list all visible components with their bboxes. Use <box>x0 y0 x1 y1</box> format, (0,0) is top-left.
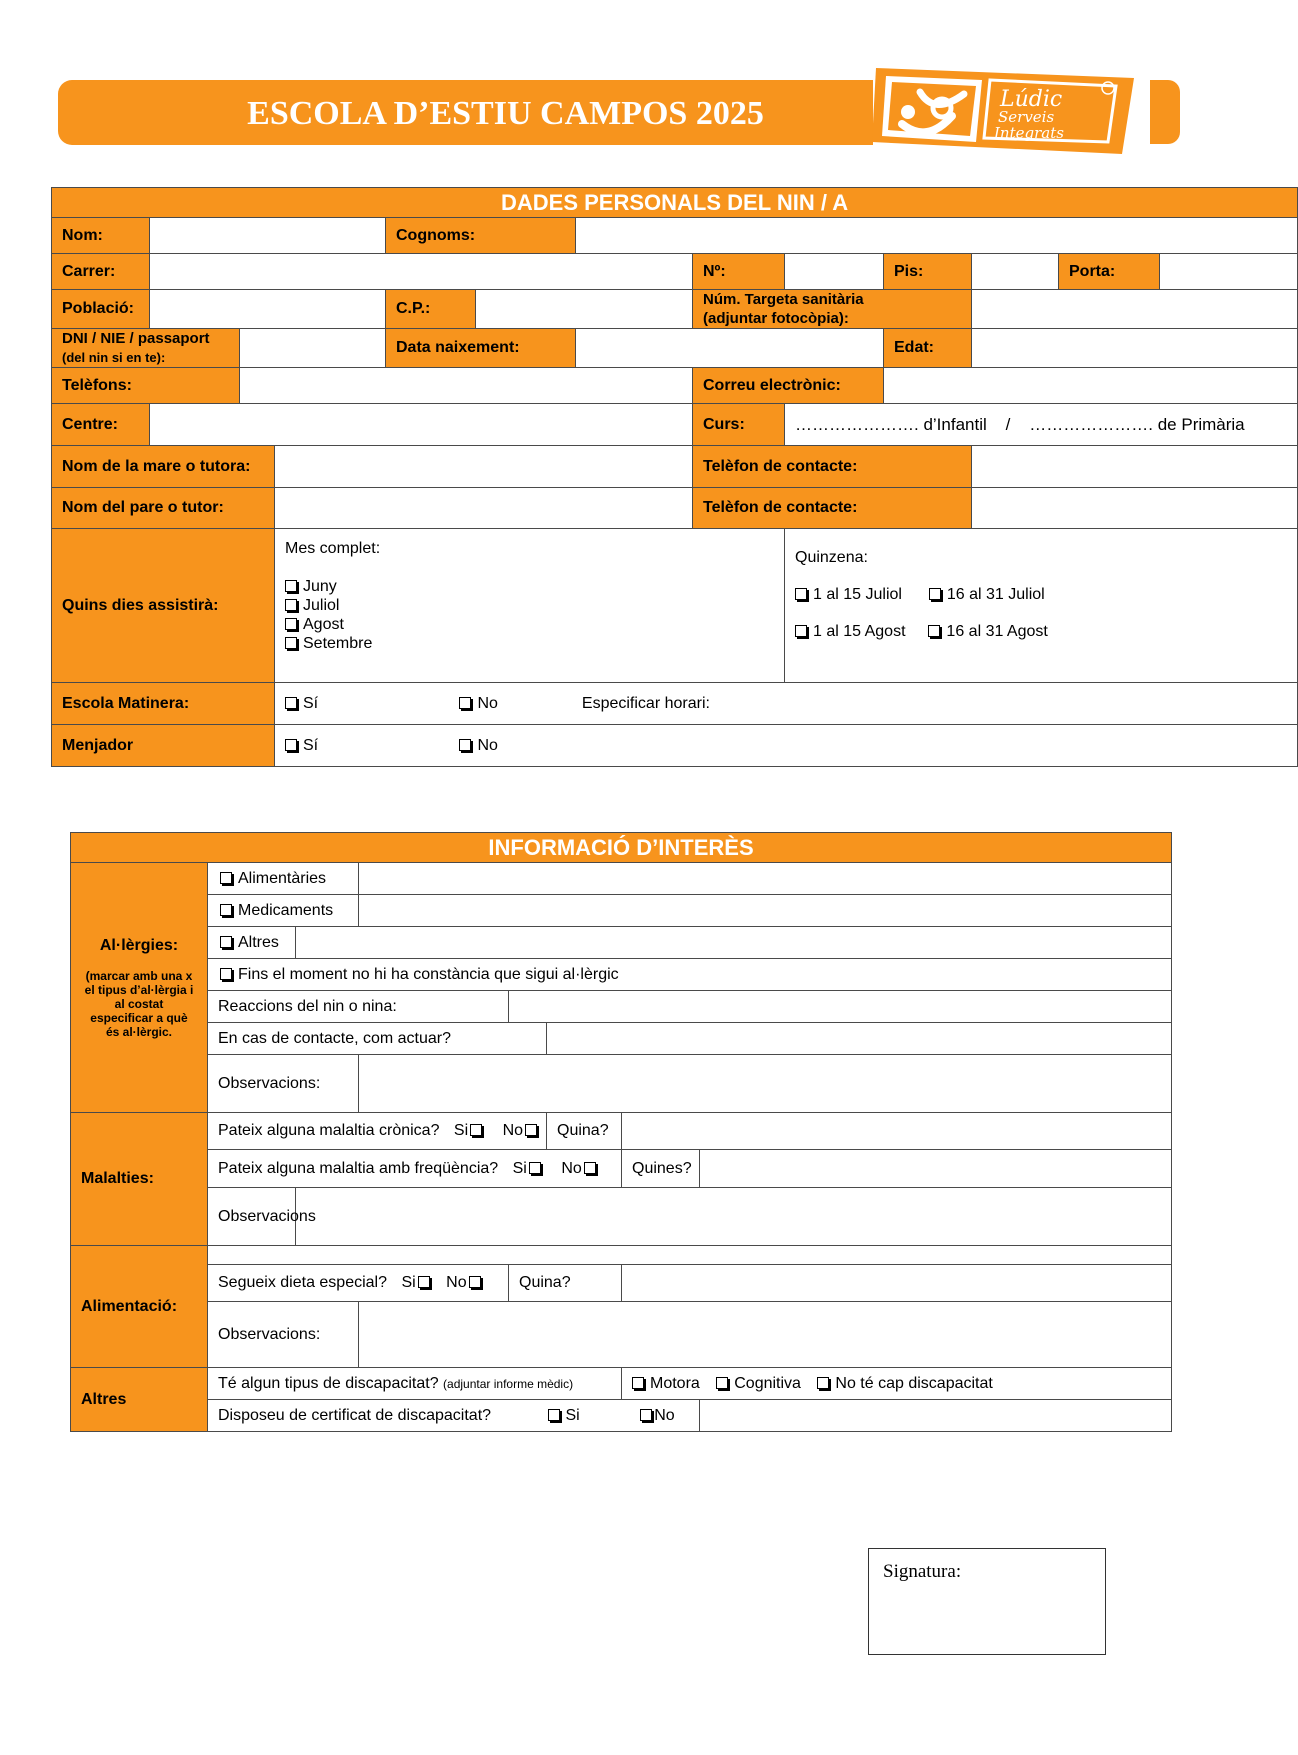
frequencia-cell <box>208 1150 622 1188</box>
allergies-observacions-field[interactable] <box>359 1055 1172 1113</box>
reaccions-label: Reaccions del nin o nina: <box>208 991 509 1023</box>
frequencia-quines-field[interactable] <box>700 1150 1172 1188</box>
certificat-no-option[interactable]: No <box>640 1407 674 1424</box>
header-banner-end <box>1150 80 1180 144</box>
checkbox-icon[interactable] <box>459 739 471 751</box>
tel-mare-label: Telèfon de contacte: <box>693 446 972 488</box>
alimentaries-option[interactable]: Alimentàries <box>208 863 359 895</box>
numero-field[interactable] <box>785 254 884 290</box>
frequencia-label: Pateix alguna malaltia amb freqüència? <box>218 1159 499 1177</box>
horari-label: Especificar horari: <box>581 694 710 712</box>
checkbox-icon[interactable] <box>418 1276 430 1288</box>
tel-pare-label: Telèfon de contacte: <box>693 488 972 529</box>
curs-field[interactable]: …………………. d’Infantil / …………………. de Primària <box>785 404 1298 446</box>
checkbox-icon[interactable] <box>525 1124 537 1136</box>
cap-discapacitat-option[interactable]: No té cap discapacitat <box>817 1375 992 1392</box>
checkbox-icon[interactable] <box>285 637 297 649</box>
adjuntar-informe-note: (adjuntar informe mèdic) <box>443 1376 574 1391</box>
mes-option-setembre[interactable]: Setembre <box>285 634 774 653</box>
matinera-label: Escola Matinera: <box>52 683 275 725</box>
allergies-note: (marcar amb una x el tipus d’al·lèrgia i al costat especificar a què és al·lèrgic. <box>84 968 194 1039</box>
alimentaries-field[interactable] <box>359 863 1172 895</box>
checkbox-icon[interactable] <box>285 739 297 751</box>
poblacio-field[interactable] <box>150 290 386 329</box>
checkbox-icon[interactable] <box>220 936 232 948</box>
altres-allergia-field[interactable] <box>296 927 1172 959</box>
pare-label: Nom del pare o tutor: <box>52 488 275 529</box>
certificat-label: Disposeu de certificat de discapacitat? <box>218 1406 492 1424</box>
contacte-field[interactable] <box>547 1023 1172 1055</box>
certificat-si-option[interactable]: Si <box>548 1407 580 1424</box>
discapacitat-cell <box>208 1368 622 1400</box>
checkbox-icon[interactable] <box>285 580 297 592</box>
matinera-si-option[interactable]: Sí <box>285 695 455 713</box>
discapacitat-options <box>622 1368 1172 1400</box>
menjador-label: Menjador <box>52 725 275 767</box>
contacte-label: En cas de contacte, com actuar? <box>208 1023 547 1055</box>
reaccions-field[interactable] <box>509 991 1172 1023</box>
data-naixement-field[interactable] <box>576 329 884 368</box>
mes-option-agost[interactable]: Agost <box>285 615 774 634</box>
edat-field[interactable] <box>972 329 1298 368</box>
checkbox-icon[interactable] <box>928 625 940 637</box>
logo-text-integrats: Integrats <box>994 124 1064 142</box>
nom-label: Nom: <box>52 218 150 254</box>
mare-label: Nom de la mare o tutora: <box>52 446 275 488</box>
porta-label: Porta: <box>1059 254 1160 290</box>
tel-pare-field[interactable] <box>972 488 1298 529</box>
quinzena-label: Quinzena: <box>795 549 868 566</box>
medicaments-option[interactable]: Medicaments <box>208 895 359 927</box>
dieta-cell <box>208 1265 509 1302</box>
poblacio-label: Població: <box>52 290 150 329</box>
alimentacio-label: Alimentació: <box>71 1246 208 1368</box>
logo-text-ludic: Lúdic <box>1000 87 1063 112</box>
dni-label-line1: DNI / NIE / passaport <box>62 330 210 347</box>
edat-label: Edat: <box>884 329 972 368</box>
checkbox-icon[interactable] <box>795 625 807 637</box>
personal-data-heading: DADES PERSONALS DEL NIN / A <box>52 188 1298 218</box>
discapacitat-label: Té algun tipus de discapacitat? <box>218 1374 439 1392</box>
centre-field[interactable] <box>150 404 693 446</box>
cognoms-label: Cognoms: <box>386 218 576 254</box>
frequencia-quines-label: Quines? <box>622 1150 700 1188</box>
correu-field[interactable] <box>884 368 1298 404</box>
menjador-no-option[interactable]: No <box>459 737 497 754</box>
dieta-quina-label: Quina? <box>509 1265 622 1302</box>
checkbox-icon[interactable] <box>817 1377 829 1389</box>
motora-option[interactable]: Motora <box>632 1375 700 1392</box>
checkbox-icon[interactable] <box>469 1276 481 1288</box>
quinzena-option-16-31-agost[interactable]: 16 al 31 Agost <box>928 623 1047 640</box>
checkbox-icon[interactable] <box>716 1377 728 1389</box>
alimentacio-observacions-field[interactable] <box>359 1302 1172 1368</box>
mes-complet-label: Mes complet: <box>285 540 381 557</box>
pare-field[interactable] <box>275 488 693 529</box>
malalties-label: Malalties: <box>71 1113 208 1246</box>
porta-field[interactable] <box>1160 254 1298 290</box>
checkbox-icon[interactable] <box>929 588 941 600</box>
quinzena-option-1-15-juliol[interactable]: 1 al 15 Juliol <box>795 586 902 603</box>
cronica-no-option[interactable]: No <box>503 1122 543 1139</box>
checkbox-icon[interactable] <box>632 1377 644 1389</box>
dieta-no-option[interactable]: No <box>446 1274 486 1291</box>
allergies-label-cell <box>71 863 208 1113</box>
nom-field[interactable] <box>150 218 386 254</box>
cp-field[interactable] <box>476 290 693 329</box>
dni-field[interactable] <box>240 329 386 368</box>
dieta-quina-field[interactable] <box>622 1265 1172 1302</box>
checkbox-icon[interactable] <box>548 1409 560 1421</box>
cronica-quina-label: Quina? <box>547 1113 622 1150</box>
altres-label: Altres <box>71 1368 208 1432</box>
ludic-logo-icon <box>872 64 1134 154</box>
checkbox-icon[interactable] <box>285 697 297 709</box>
mare-field[interactable] <box>275 446 693 488</box>
cognitiva-option[interactable]: Cognitiva <box>716 1375 801 1392</box>
alimentacio-observacions-label: Observacions: <box>208 1302 359 1368</box>
menjador-options <box>275 725 1298 767</box>
quinzena-option-1-15-agost[interactable]: 1 al 15 Agost <box>795 623 906 640</box>
cognoms-field[interactable] <box>576 218 1298 254</box>
cronica-cell <box>208 1113 547 1150</box>
cronica-si-option[interactable]: Si <box>454 1122 488 1139</box>
targeta-label-line1: Núm. Targeta sanitària <box>703 291 864 308</box>
personal-data-table <box>51 187 1298 767</box>
checkbox-icon[interactable] <box>285 618 297 630</box>
malalties-observacions-field[interactable] <box>296 1188 1172 1246</box>
dies-label: Quins dies assistirà: <box>52 529 275 683</box>
checkbox-icon[interactable] <box>285 599 297 611</box>
checkbox-icon[interactable] <box>584 1162 596 1174</box>
dieta-label: Segueix dieta especial? <box>218 1274 388 1291</box>
carrer-field[interactable] <box>150 254 693 290</box>
frequencia-no-option[interactable]: No <box>561 1160 601 1177</box>
interest-info-table <box>70 832 1172 1432</box>
malalties-observacions-label: Observacions <box>208 1188 296 1246</box>
tel-mare-field[interactable] <box>972 446 1298 488</box>
matinera-options <box>275 683 1298 725</box>
signature-label: Signatura: <box>883 1561 962 1582</box>
checkbox-icon[interactable] <box>220 872 232 884</box>
dni-label <box>52 329 240 368</box>
checkbox-icon[interactable] <box>529 1162 541 1174</box>
cap-allergia-option[interactable]: Fins el moment no hi ha constància que sigui al·lèrgic <box>208 959 1172 991</box>
carrer-label: Carrer: <box>52 254 150 290</box>
interest-heading: INFORMACIÓ D’INTERÈS <box>71 833 1172 863</box>
checkbox-icon[interactable] <box>470 1124 482 1136</box>
dni-label-line2: (del nin si en te): <box>62 350 166 365</box>
menjador-si-option[interactable]: Sí <box>285 737 455 755</box>
medicaments-field[interactable] <box>359 895 1172 927</box>
cronica-label: Pateix alguna malaltia crònica? <box>218 1122 440 1139</box>
correu-label: Correu electrònic: <box>693 368 884 404</box>
quinzena-cell <box>785 529 1298 683</box>
dieta-si-option[interactable]: Si <box>401 1274 435 1291</box>
telefons-label: Telèfons: <box>52 368 240 404</box>
allergies-label: Al·lèrgies: <box>99 936 179 954</box>
signature-box[interactable] <box>868 1548 1106 1655</box>
pis-label: Pis: <box>884 254 972 290</box>
data-naixement-label: Data naixement: <box>386 329 576 368</box>
allergies-observacions-label: Observacions: <box>208 1055 359 1113</box>
altres-allergia-option[interactable]: Altres <box>208 927 296 959</box>
targeta-label <box>693 290 972 329</box>
pis-field[interactable] <box>972 254 1059 290</box>
targeta-field[interactable] <box>972 290 1298 329</box>
cp-label: C.P.: <box>386 290 476 329</box>
mes-complet-cell <box>275 529 785 683</box>
cronica-quina-field[interactable] <box>622 1113 1172 1150</box>
checkbox-icon[interactable] <box>220 904 232 916</box>
alimentacio-spacer <box>208 1246 1172 1265</box>
checkbox-icon[interactable] <box>459 697 471 709</box>
certificat-field[interactable] <box>700 1400 1172 1432</box>
mes-option-juny[interactable]: Juny <box>285 577 774 596</box>
logo-text-serveis: Serveis <box>998 108 1055 126</box>
certificat-cell <box>208 1400 700 1432</box>
centre-label: Centre: <box>52 404 150 446</box>
numero-label: Nº: <box>693 254 785 290</box>
checkbox-icon[interactable] <box>640 1409 652 1421</box>
frequencia-si-option[interactable]: Si <box>513 1160 547 1177</box>
matinera-no-option[interactable]: No <box>459 695 577 713</box>
targeta-label-line2: (adjuntar fotocòpia): <box>703 310 849 327</box>
mes-option-juliol[interactable]: Juliol <box>285 596 774 615</box>
checkbox-icon[interactable] <box>220 968 232 980</box>
curs-label: Curs: <box>693 404 785 446</box>
quinzena-option-16-31-juliol[interactable]: 16 al 31 Juliol <box>929 586 1045 603</box>
checkbox-icon[interactable] <box>795 588 807 600</box>
telefons-field[interactable] <box>240 368 693 404</box>
page-title: ESCOLA D’ESTIU CAMPOS 2025 <box>247 95 764 132</box>
